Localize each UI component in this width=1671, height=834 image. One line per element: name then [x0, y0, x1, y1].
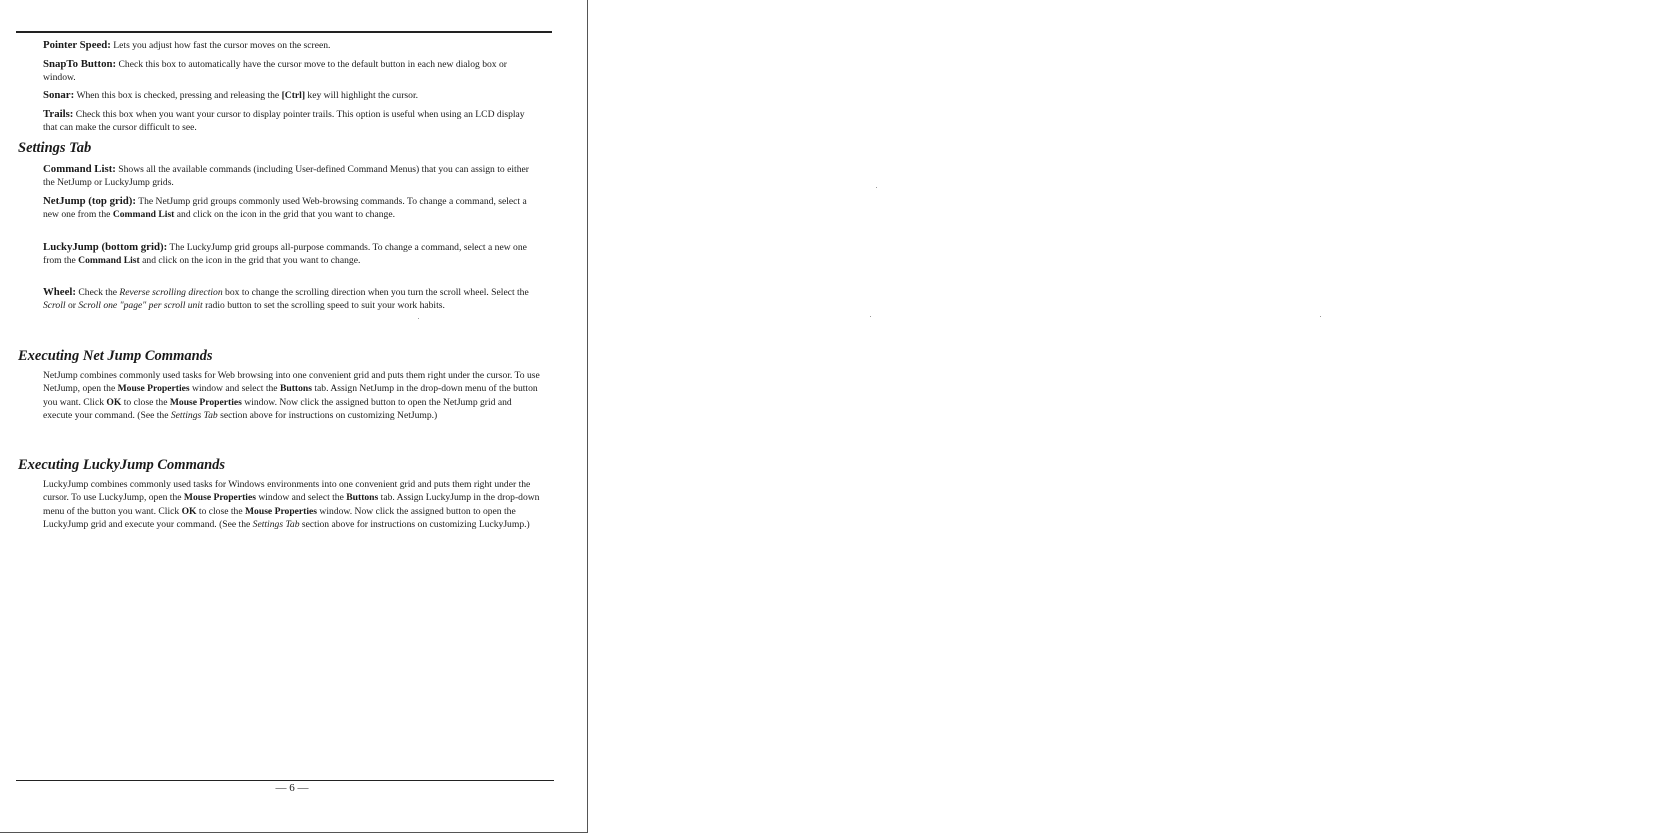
- wheel-entry: [43, 286, 533, 313]
- nj-text-6: section above for instructions on customizing NetJump.): [217, 409, 438, 421]
- lj-text-4: to close the: [196, 505, 245, 517]
- wheel-text-4: radio button to set the scrolling speed to suit your work habits.: [202, 300, 445, 312]
- netjump-section-heading: Executing Net Jump Commands: [18, 348, 213, 364]
- desc-command-list: Shows all the available commands (including User-defined Command Menus) that you can assign to either the NetJump or LuckyJump grids.: [43, 164, 529, 189]
- netjump-section-body: [43, 369, 543, 422]
- lj-mouse-properties-2: Mouse Properties: [245, 505, 318, 517]
- lj-text-6: section above for instructions on customizing LuckyJump.): [299, 518, 530, 530]
- nj-buttons: Buttons: [279, 383, 312, 395]
- term-netjump-grid: NetJump (top grid):: [43, 195, 136, 207]
- scan-speck: [870, 316, 871, 317]
- scan-speck: [1320, 316, 1321, 317]
- lj-text-2: window and select the: [255, 492, 347, 504]
- desc-pointer-speed: Lets you adjust how fast the cursor moves on the screen.: [113, 40, 331, 51]
- wheel-text-3: or: [65, 300, 79, 312]
- desc-netjump-a: The NetJump grid groups commonly used Web-browsing commands. To change a command, select a new one from the: [43, 196, 527, 221]
- command-list-ref: Command List: [78, 255, 140, 267]
- scan-speck: [418, 318, 419, 319]
- term-luckyjump-grid: LuckyJump (bottom grid):: [43, 241, 168, 253]
- nj-text-5: window. Now click the assigned button to open the NetJump grid and execute your command. (See the: [43, 396, 512, 421]
- lj-text-3: tab. Assign LuckyJump in the drop-down menu of the button you want. Click: [43, 492, 540, 517]
- term-snapto-button: SnapTo Button:: [43, 58, 117, 70]
- lj-settings-tab-ref: Settings Tab: [252, 518, 300, 530]
- desc-sonar-b: key will highlight the cursor.: [305, 90, 419, 101]
- sonar-entry: [43, 89, 533, 102]
- desc-luckyjump-a: The LuckyJump grid groups all-purpose commands. To change a command, select a new one from the: [43, 242, 527, 267]
- netjump-grid-entry: [43, 195, 533, 222]
- luckyjump-section-heading: Executing LuckyJump Commands: [18, 457, 226, 473]
- desc-luckyjump-b: and click on the icon in the grid that you want to change.: [139, 255, 361, 267]
- desc-trails: Check this box when you want your cursor to display pointer trails. This option is useful when using an LCD display that can make the cursor difficult to see.: [43, 109, 525, 134]
- snapto-button-entry: [43, 58, 533, 85]
- desc-sonar-a: When this box is checked, pressing and releasing the: [76, 90, 282, 101]
- nj-text-2: window and select the: [189, 383, 280, 395]
- lj-text-5: window. Now click the assigned button to open the LuckyJump grid and execute your command. (See the: [43, 505, 516, 530]
- scroll-page-ref: Scroll one "page" per scroll unit: [78, 300, 203, 312]
- scan-speck: [876, 187, 877, 188]
- scroll-ref: Scroll: [43, 300, 66, 312]
- term-pointer-speed: Pointer Speed:: [43, 39, 111, 51]
- lj-mouse-properties: Mouse Properties: [183, 492, 256, 504]
- command-list-ref: Command List: [112, 209, 175, 221]
- term-sonar: Sonar:: [43, 89, 75, 101]
- wheel-text-2: box to change the scrolling direction when you turn the scroll wheel. Select the: [222, 287, 529, 298]
- reverse-scrolling-ref: Reverse scrolling direction: [119, 287, 223, 298]
- nj-text-3: tab. Assign NetJump in the drop-down menu of the button you want. Click: [43, 383, 538, 408]
- term-wheel: Wheel:: [43, 286, 76, 298]
- manual-page: [0, 0, 588, 833]
- lj-buttons: Buttons: [346, 492, 379, 504]
- trails-entry: [43, 108, 533, 135]
- desc-snapto-button: Check this box to automatically have the cursor move to the default button in each new dialog box or window.: [43, 59, 507, 84]
- nj-mouse-properties-2: Mouse Properties: [169, 396, 242, 408]
- bottom-rule: [16, 780, 554, 781]
- desc-netjump-b: and click on the icon in the grid that you want to change.: [174, 209, 395, 221]
- term-command-list: Command List:: [43, 163, 116, 175]
- term-trails: Trails:: [43, 108, 74, 120]
- ctrl-key: [Ctrl]: [281, 90, 306, 101]
- page-number: — 6 —: [275, 782, 309, 794]
- command-list-entry: [43, 163, 533, 190]
- nj-text-1: NetJump combines commonly used tasks for Web browsing into one convenient grid and puts them right under the cursor. To use NetJump, open the: [43, 370, 540, 395]
- lj-text-1: LuckyJump combines commonly used tasks for Windows environments into one convenient grid and puts them right under the cursor. To use LuckyJump, open the: [43, 479, 531, 504]
- lj-ok: OK: [181, 505, 197, 517]
- nj-settings-tab-ref: Settings Tab: [170, 409, 218, 421]
- settings-tab-heading: Settings Tab: [18, 140, 92, 156]
- nj-text-4: to close the: [121, 396, 170, 408]
- top-rule: [16, 31, 552, 33]
- pointer-speed-entry: [43, 39, 533, 52]
- wheel-text-1: Check the: [78, 287, 120, 298]
- luckyjump-grid-entry: [43, 241, 533, 268]
- nj-mouse-properties: Mouse Properties: [117, 383, 190, 395]
- nj-ok: OK: [106, 396, 122, 408]
- luckyjump-section-body: [43, 478, 543, 531]
